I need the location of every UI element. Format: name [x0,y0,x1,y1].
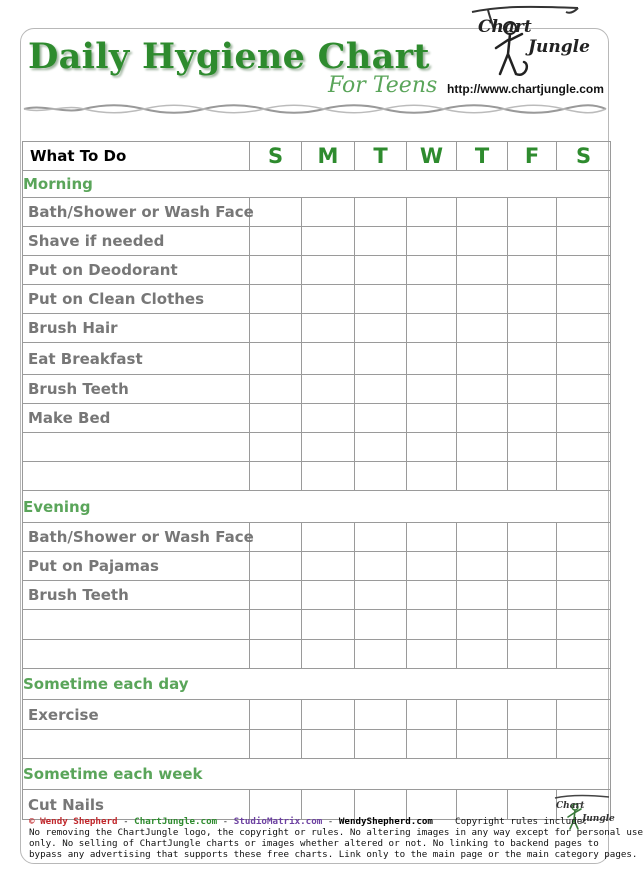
checkbox-cell[interactable] [407,314,457,343]
task-label: Put on Clean Clothes [23,285,250,314]
checkbox-cell[interactable] [557,256,611,285]
checkbox-cell[interactable] [557,640,611,669]
checkbox-cell[interactable] [557,730,611,759]
checkbox-cell[interactable] [250,285,302,314]
checkbox-cell[interactable] [302,433,355,462]
checkbox-cell[interactable] [457,610,508,640]
checkbox-cell[interactable] [508,375,557,404]
checkbox-cell[interactable] [302,581,355,610]
checkbox-cell[interactable] [407,523,457,552]
footer-separator: - [117,816,135,827]
task-label [23,640,250,669]
checkbox-cell[interactable] [457,343,508,375]
checkbox-cell[interactable] [250,462,302,491]
checkbox-cell[interactable] [355,730,407,759]
task-row [23,610,611,640]
checkbox-cell[interactable] [407,581,457,610]
day-header-thursday: T [457,142,508,171]
checkbox-cell[interactable] [302,285,355,314]
footer-credits-line [29,816,589,827]
checkbox-cell[interactable] [355,256,407,285]
checkbox-cell[interactable] [508,730,557,759]
checkbox-cell[interactable] [407,227,457,256]
vine-divider [24,102,606,116]
checkbox-cell[interactable] [355,610,407,640]
checkbox-cell[interactable] [508,404,557,433]
footer-author: Wendy Shepherd [40,816,118,827]
checkbox-cell[interactable] [457,314,508,343]
task-label: Shave if needed [23,227,250,256]
checkbox-cell[interactable] [302,523,355,552]
table-header-row [23,142,611,171]
checkbox-cell[interactable] [355,343,407,375]
task-label: Brush Teeth [23,581,250,610]
mini-logo-text-chart: Chart [556,801,585,811]
checkbox-cell[interactable] [302,552,355,581]
day-header-wednesday: W [407,142,457,171]
checkbox-cell[interactable] [250,730,302,759]
checkbox-cell[interactable] [250,227,302,256]
checkbox-cell[interactable] [508,462,557,491]
checkbox-cell[interactable] [407,552,457,581]
checkbox-cell[interactable] [508,610,557,640]
section-row [23,759,611,790]
checkbox-cell[interactable] [557,198,611,227]
checkbox-cell[interactable] [355,433,407,462]
checkbox-cell[interactable] [457,198,508,227]
task-row [23,375,611,404]
checkbox-cell[interactable] [407,375,457,404]
footer-link-chartjungle[interactable]: ChartJungle.com [134,816,218,827]
footer-rules-line-3: bypass any advertising that supports these free charts. Link only to the main page or the main category pages. [29,849,638,860]
checkbox-cell[interactable] [355,523,407,552]
task-label: Make Bed [23,404,250,433]
checkbox-cell[interactable] [250,314,302,343]
checkbox-cell[interactable] [250,433,302,462]
checkbox-cell[interactable] [302,343,355,375]
task-row [23,700,611,730]
checkbox-cell[interactable] [250,375,302,404]
copyright-footer [29,816,643,860]
task-label: Cut Nails [23,790,250,820]
task-row [23,523,611,552]
checkbox-cell[interactable] [557,700,611,730]
checkbox-cell[interactable] [407,198,457,227]
task-label: Bath/Shower or Wash Face [23,198,250,227]
checkbox-cell[interactable] [355,285,407,314]
checkbox-cell[interactable] [457,700,508,730]
checkbox-cell[interactable] [250,640,302,669]
checkbox-cell[interactable] [355,227,407,256]
checkbox-cell[interactable] [557,404,611,433]
checkbox-cell[interactable] [355,404,407,433]
task-row [23,640,611,669]
checkbox-cell[interactable] [407,640,457,669]
task-label [23,462,250,491]
task-row [23,343,611,375]
section-label: Sometime each week [23,759,611,790]
task-label: Brush Hair [23,314,250,343]
copyright-symbol: © [29,816,35,827]
checkbox-cell[interactable] [250,404,302,433]
task-row [23,314,611,343]
checkbox-cell[interactable] [508,523,557,552]
checkbox-cell[interactable] [407,404,457,433]
checkbox-cell[interactable] [250,198,302,227]
checkbox-cell[interactable] [508,640,557,669]
page-title: Daily Hygiene Chart [28,36,430,77]
checkbox-cell[interactable] [355,790,407,820]
checkbox-cell[interactable] [302,375,355,404]
checkbox-cell[interactable] [557,433,611,462]
checkbox-cell[interactable] [407,462,457,491]
checkbox-cell[interactable] [508,343,557,375]
day-header-friday: F [508,142,557,171]
checkbox-cell[interactable] [508,314,557,343]
checkbox-cell[interactable] [557,343,611,375]
day-header-tuesday: T [355,142,407,171]
checkbox-cell[interactable] [355,314,407,343]
logo-text-chart: Chart [478,17,532,37]
checkbox-cell[interactable] [250,256,302,285]
checkbox-cell[interactable] [302,462,355,491]
checkbox-cell[interactable] [302,610,355,640]
checkbox-cell[interactable] [407,285,457,314]
checkbox-cell[interactable] [407,730,457,759]
mini-logo-text-jungle: Jungle [582,814,615,824]
section-label: Morning [23,171,611,198]
checkbox-cell[interactable] [508,700,557,730]
checkbox-cell[interactable] [250,343,302,375]
what-to-do-header: What To Do [23,142,250,171]
section-row [23,171,611,198]
checkbox-cell[interactable] [457,375,508,404]
checkbox-cell[interactable] [457,433,508,462]
section-label: Sometime each day [23,669,611,700]
task-label [23,730,250,759]
section-label: Evening [23,491,611,523]
checkbox-cell[interactable] [302,227,355,256]
checkbox-cell[interactable] [508,198,557,227]
task-row [23,433,611,462]
checkbox-cell[interactable] [457,462,508,491]
checkbox-cell[interactable] [302,198,355,227]
task-label: Put on Pajamas [23,552,250,581]
checkbox-cell[interactable] [355,552,407,581]
checkbox-cell[interactable] [457,256,508,285]
checkbox-cell[interactable] [355,375,407,404]
checkbox-cell[interactable] [508,581,557,610]
site-url[interactable]: http://www.chartjungle.com [447,82,604,96]
day-header-monday: M [302,142,355,171]
checkbox-cell[interactable] [557,610,611,640]
checkbox-cell[interactable] [250,552,302,581]
checkbox-cell[interactable] [250,581,302,610]
checkbox-cell[interactable] [407,790,457,820]
task-row [23,581,611,610]
checkbox-cell[interactable] [457,285,508,314]
section-row [23,491,611,523]
checkbox-cell[interactable] [355,462,407,491]
checkbox-cell[interactable] [302,640,355,669]
task-row [23,552,611,581]
checkbox-cell[interactable] [508,552,557,581]
checkbox-cell[interactable] [557,581,611,610]
checkbox-cell[interactable] [355,198,407,227]
footer-link-studiomatrix[interactable]: StudioMatrix.com [233,816,323,827]
checkbox-cell[interactable] [302,790,355,820]
footer-rules-line-1: No removing the ChartJungle logo, the copyright or rules. No altering images in any way except for personal use [29,827,643,838]
checkbox-cell[interactable] [508,227,557,256]
checkbox-cell[interactable] [508,256,557,285]
checkbox-cell[interactable] [557,523,611,552]
checkbox-cell[interactable] [557,285,611,314]
checkbox-cell[interactable] [557,462,611,491]
checkbox-cell[interactable] [457,640,508,669]
checkbox-cell[interactable] [355,700,407,730]
checkbox-cell[interactable] [457,581,508,610]
day-header-saturday: S [557,142,611,171]
task-label: Bath/Shower or Wash Face [23,523,250,552]
checkbox-cell[interactable] [407,433,457,462]
checkbox-cell[interactable] [557,227,611,256]
task-row [23,404,611,433]
task-row [23,285,611,314]
task-row [23,227,611,256]
checkbox-cell[interactable] [355,640,407,669]
task-label: Eat Breakfast [23,343,250,375]
task-label: Brush Teeth [23,375,250,404]
checkbox-cell[interactable] [457,227,508,256]
checkbox-cell[interactable] [508,790,557,820]
hygiene-chart-table [22,141,611,820]
task-row [23,462,611,491]
checkbox-cell[interactable] [557,552,611,581]
checkbox-cell[interactable] [407,700,457,730]
footer-link-wendyshepherd[interactable]: WendyShepherd.com [338,816,433,827]
checkbox-cell[interactable] [407,610,457,640]
page-subtitle: For Teens [328,73,438,98]
footer-rules-intro: Copyright rules include: [432,816,588,827]
checkbox-cell[interactable] [355,581,407,610]
checkbox-cell[interactable] [302,700,355,730]
footer-separator: - [322,816,339,827]
checkbox-cell[interactable] [250,523,302,552]
chart-body [23,171,611,820]
section-row [23,669,611,700]
checkbox-cell[interactable] [457,790,508,820]
checkbox-cell[interactable] [302,256,355,285]
checkbox-cell[interactable] [302,404,355,433]
checkbox-cell[interactable] [250,610,302,640]
logo-text-jungle: Jungle [528,37,590,57]
task-row [23,256,611,285]
task-row [23,198,611,227]
task-label [23,610,250,640]
checkbox-cell[interactable] [457,523,508,552]
checkbox-cell[interactable] [508,285,557,314]
checkbox-cell[interactable] [250,790,302,820]
checkbox-cell[interactable] [250,700,302,730]
footer-rules-line-2: only. No selling of ChartJungle charts or images whether altered or not. No linking to backend pages to [29,838,599,849]
task-row [23,790,611,820]
checkbox-cell[interactable] [457,552,508,581]
checkbox-cell[interactable] [407,343,457,375]
task-label [23,433,250,462]
checkbox-cell[interactable] [407,256,457,285]
checkbox-cell[interactable] [302,730,355,759]
chartjungle-logo [470,4,590,80]
checkbox-cell[interactable] [557,375,611,404]
day-header-sunday: S [250,142,302,171]
checkbox-cell[interactable] [557,314,611,343]
task-label: Exercise [23,700,250,730]
checkbox-cell[interactable] [457,730,508,759]
task-label: Put on Deodorant [23,256,250,285]
checkbox-cell[interactable] [457,404,508,433]
checkbox-cell[interactable] [302,314,355,343]
checkbox-cell[interactable] [508,433,557,462]
footer-separator: - [217,816,234,827]
task-row [23,730,611,759]
